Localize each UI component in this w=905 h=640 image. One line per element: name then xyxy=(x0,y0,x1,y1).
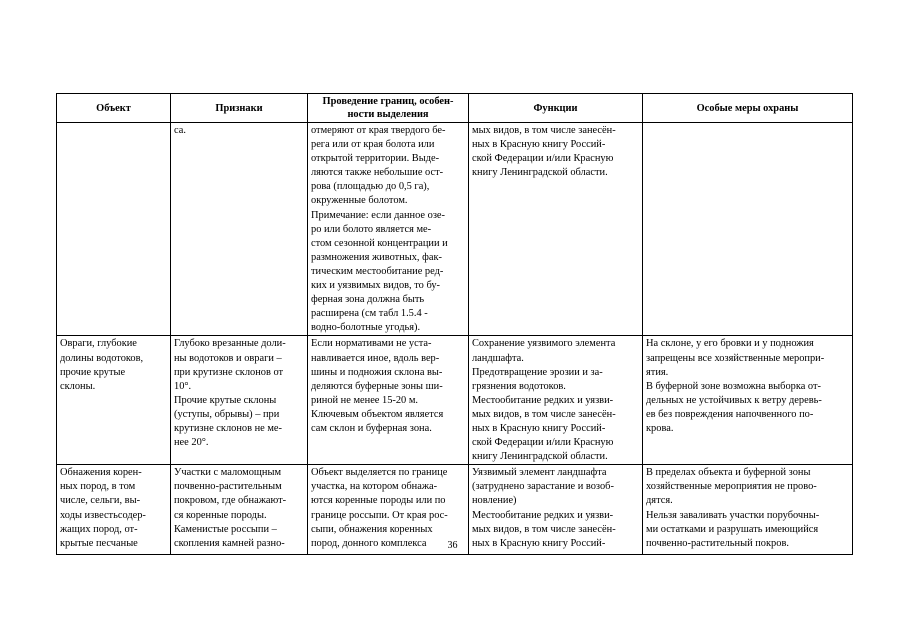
cell-line: расширена (см табл 1.5.4 - xyxy=(311,308,428,320)
cell-line: Сохранение уязвимого элемента xyxy=(472,338,616,350)
cell-line: ландшафта. xyxy=(472,352,524,364)
cell-line: Нельзя заваливать участки порубочны- xyxy=(646,509,820,521)
header-boundaries xyxy=(308,94,469,123)
cell-line: новление) xyxy=(472,495,517,507)
cell-line: рега или от края болота или xyxy=(311,139,435,151)
cell-line: числе, сельги, вы- xyxy=(60,495,141,507)
cell-line: пород, донного комплекса xyxy=(311,537,427,549)
page-number: 36 xyxy=(447,540,458,551)
cell-line: ской Федерации и/или Красную xyxy=(472,153,614,165)
cell-line: при крутизне склонов от xyxy=(174,366,284,378)
cell-line: покровом, где обнажают- xyxy=(174,495,287,507)
cell-line: сам склон и буферная зона. xyxy=(311,422,432,434)
cell-measures xyxy=(643,123,853,336)
cell-line: дятся. xyxy=(646,495,673,507)
cell-line: Местообитание редких и уязви- xyxy=(472,394,614,406)
cell-line: ся коренные породы. xyxy=(174,509,267,521)
cell-line: В пределах объекта и буферной зоны xyxy=(646,467,811,479)
cell-line: Предотвращение эрозии и за- xyxy=(472,366,603,378)
cell-line: Примечание: если данное озе- xyxy=(311,209,445,221)
cell-line: Участки с маломощным xyxy=(174,467,282,479)
cell-line: навливается иное, вдоль вер- xyxy=(311,352,440,364)
cell-line: ны водотоков и овраги – xyxy=(174,352,282,364)
cell-line: отмеряют от края твердого бе- xyxy=(311,125,446,136)
cell-measures xyxy=(643,336,853,465)
table-header-row xyxy=(57,94,853,123)
cell-line: книгу Ленинградской области. xyxy=(472,451,608,463)
cell-line: прочие крутые xyxy=(60,366,126,378)
cell-line: крутизне склонов не ме- xyxy=(174,422,282,434)
cell-line: Прочие крутые склоны xyxy=(174,394,277,406)
header-functions: Функции xyxy=(469,94,643,123)
cell-line: ных в Красную книгу Россий- xyxy=(472,422,606,434)
cell-functions xyxy=(469,123,643,336)
cell-line: ферная зона должна быть xyxy=(311,294,425,306)
cell-line: ных в Красную книгу Россий- xyxy=(472,537,606,549)
cell-line: В буферной зоне возможна выборка от- xyxy=(646,380,821,392)
cell-object xyxy=(57,123,171,336)
cell-functions xyxy=(469,336,643,465)
cell-line: почвенно-растительный покров. xyxy=(646,537,789,549)
cell-line: скопления камней разно- xyxy=(174,537,285,549)
conservation-table xyxy=(56,93,853,555)
cell-line: ляются также небольшие ост- xyxy=(311,167,444,179)
cell-line: ных пород, в том xyxy=(60,481,136,493)
header-boundaries-line: ности выделения xyxy=(347,109,429,120)
cell-line: Обнажения корен- xyxy=(60,467,142,479)
cell-line: тическим местообитание ред- xyxy=(311,265,444,277)
cell-line: мых видов, в том числе занесён- xyxy=(472,125,616,136)
cell-line: жащих пород, от- xyxy=(60,523,138,535)
cell-line: почвенно-растительным xyxy=(174,481,282,493)
cell-line: ходы известьсодер- xyxy=(60,509,146,521)
cell-line: ской Федерации и/или Красную xyxy=(472,437,614,449)
cell-line: ев без повреждения напочвенного по- xyxy=(646,408,814,420)
cell-line: Объект выделяется по границе xyxy=(311,467,448,479)
cell-line: (затруднено зарастание и возоб- xyxy=(472,481,614,493)
cell-line: участка, на котором обнажа- xyxy=(311,481,438,493)
cell-line: стом сезонной концентрации и xyxy=(311,237,448,249)
header-object: Объект xyxy=(57,94,171,123)
cell-features xyxy=(171,123,308,336)
table-row xyxy=(57,123,853,336)
cell-line: ятия. xyxy=(646,366,669,378)
cell-line: деляются буферные зоны ши- xyxy=(311,380,443,392)
cell-line: 10°. xyxy=(174,380,192,392)
cell-line: хозяйственные мероприятия не прово- xyxy=(646,481,817,493)
cell-line: Овраги, глубокие xyxy=(60,338,137,350)
cell-line: долины водотоков, xyxy=(60,352,144,364)
cell-line: ро или болото является ме- xyxy=(311,223,432,235)
header-boundaries-line: Проведение границ, особен- xyxy=(322,96,454,107)
cell-object xyxy=(57,336,171,465)
cell-line: границе россыпи. От края рос- xyxy=(311,509,448,521)
cell-line: Ключевым объектом является xyxy=(311,408,444,420)
cell-line: ных в Красную книгу Россий- xyxy=(472,139,606,151)
cell-line: мых видов, в том числе занесён- xyxy=(472,408,616,420)
cell-line: На склоне, у его бровки и у подножия xyxy=(646,338,814,350)
cell-line: Уязвимый элемент ландшафта xyxy=(472,467,607,479)
cell-line: Местообитание редких и уязви- xyxy=(472,509,614,521)
cell-line: грязнения водотоков. xyxy=(472,380,566,392)
cell-line: крытые песчаные xyxy=(60,537,138,549)
cell-line: крова. xyxy=(646,422,674,434)
header-features: Признаки xyxy=(171,94,308,123)
cell-line: Если нормативами не уста- xyxy=(311,338,432,350)
cell-line: запрещены все хозяйственные меропри- xyxy=(646,352,825,364)
cell-line: Каменистые россыпи – xyxy=(174,523,277,535)
cell-line: (уступы, обрывы) – при xyxy=(174,408,280,420)
cell-line: склоны. xyxy=(60,380,96,392)
cell-boundaries xyxy=(308,123,469,336)
cell-boundaries xyxy=(308,336,469,465)
cell-features xyxy=(171,336,308,465)
cell-line: риной не менее 15-20 м. xyxy=(311,394,419,406)
cell-line: са. xyxy=(174,125,186,136)
cell-line: книгу Ленинградской области. xyxy=(472,167,608,179)
cell-line: рова (площадью до 0,5 га), xyxy=(311,181,430,193)
cell-line: открытой территории. Выде- xyxy=(311,153,440,165)
cell-line: размножения животных, фак- xyxy=(311,251,442,263)
cell-line: мых видов, в том числе занесён- xyxy=(472,523,616,535)
cell-line: ми остатками и разрушать имеющийся xyxy=(646,523,819,535)
cell-line: нее 20°. xyxy=(174,437,209,449)
cell-line: ких и уязвимых видов, то бу- xyxy=(311,280,440,292)
header-measures: Особые меры охраны xyxy=(643,94,853,123)
cell-line: окруженные болотом. xyxy=(311,195,408,207)
cell-line: Глубоко врезанные доли- xyxy=(174,338,286,350)
cell-line: дельных не устойчивых к ветру деревь- xyxy=(646,394,822,406)
cell-line: шины и подножия склона вы- xyxy=(311,366,443,378)
cell-line: сыпи, обнажения коренных xyxy=(311,523,433,535)
cell-line: ются коренные породы или по xyxy=(311,495,446,507)
table-row xyxy=(57,336,853,465)
cell-line: водно-болотные угодья). xyxy=(311,322,421,334)
